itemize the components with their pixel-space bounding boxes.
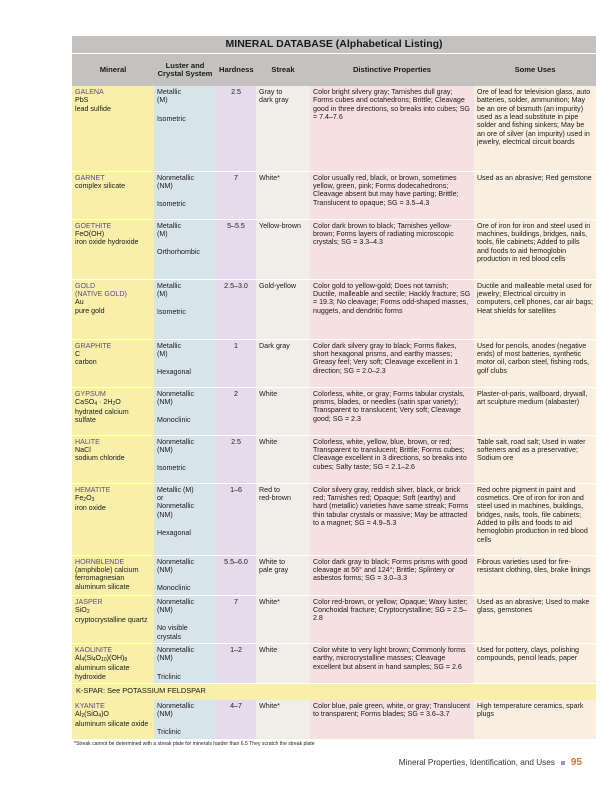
streak-cell: White bbox=[256, 435, 310, 483]
mineral-composition: iron oxide hydroxide bbox=[75, 238, 139, 247]
mineral-cell bbox=[72, 339, 154, 387]
mineral-composition: complex silicate bbox=[75, 181, 126, 190]
col-header-hardness: Hardness bbox=[216, 53, 256, 86]
luster-value: Nonmetallic (NM) bbox=[157, 173, 195, 190]
crystal-system: Orthorhombic bbox=[157, 248, 200, 257]
streak-cell: Red to red-brown bbox=[256, 483, 310, 555]
mineral-cell bbox=[72, 279, 154, 339]
mineral-formula: (amphibole) calcium ferromagnesian aluminum silicate bbox=[75, 565, 139, 591]
uses-cell: Used as an abrasive; Used to make glass, gemstones bbox=[474, 595, 596, 643]
crystal-system: Isometric bbox=[157, 464, 186, 473]
uses-cell: Fibrous varieties used for fire-resistant clothing, tiles, brake linings bbox=[474, 555, 596, 595]
table-row bbox=[72, 86, 596, 171]
mineral-formula: C bbox=[75, 349, 81, 358]
mineral-name: HEMATITE bbox=[75, 485, 111, 494]
luster-value: Nonmetallic (NM) bbox=[157, 557, 195, 574]
footer-bullet-icon bbox=[561, 761, 565, 765]
col-header-properties: Distinctive Properties bbox=[310, 53, 474, 86]
properties-cell: Color dark brown to black; Tarnishes yellow-brown; Forms layers of radiating microscopic crystals; SG = 3.3–4.3 bbox=[310, 219, 474, 279]
streak-cell: White* bbox=[256, 595, 310, 643]
mineral-composition: lead sulfide bbox=[75, 104, 111, 113]
hardness-cell: 1 bbox=[216, 339, 256, 387]
mineral-formula: Au bbox=[75, 298, 84, 307]
uses-cell: Ductile and malleable metal used for jewelry; Electrical circuitry in computers, cell phones, car air bags; Heat shields for satellites bbox=[474, 279, 596, 339]
hardness-cell: 2.5–3.0 bbox=[216, 279, 256, 339]
properties-cell: Colorless, white, yellow, blue, brown, or red; Transparent to translucent; Brittle; Forms cubes; Cleavage excellent in 3 directions, so breaks into cubes; Salty taste; SG = 2.1–2.6 bbox=[310, 435, 474, 483]
properties-cell: Color usually red, black, or brown, sometimes yellow, green, pink; Forms dodecahedrons; Cleavage absent but may have parting; Brittle; Translucent to opaque; SG = 3.5–4.3 bbox=[310, 171, 474, 219]
mineral-cell bbox=[72, 700, 154, 740]
luster-cell bbox=[154, 555, 216, 595]
mineral-composition: iron oxide bbox=[75, 503, 106, 512]
properties-cell: Color dark silvery gray to black; Forms flakes, short hexagonal prisms, and earthy masses; Greasy feel; Very soft; Cleavage excellent in 1 direction; SG = 2.0–2.3 bbox=[310, 339, 474, 387]
mineral-formula: PbS bbox=[75, 96, 89, 105]
streak-cell: White to pale gray bbox=[256, 555, 310, 595]
hardness-cell: 7 bbox=[216, 171, 256, 219]
luster-cell bbox=[154, 595, 216, 643]
luster-cell bbox=[154, 279, 216, 339]
mineral-name: GALENA bbox=[75, 88, 104, 96]
crystal-system: Monoclinic bbox=[157, 416, 191, 425]
crystal-system: Triclinic bbox=[157, 728, 181, 737]
luster-value: Nonmetallic (NM) bbox=[157, 389, 195, 406]
luster-cell bbox=[154, 483, 216, 555]
table-row bbox=[72, 435, 596, 483]
streak-cell: White bbox=[256, 387, 310, 435]
luster-cell bbox=[154, 219, 216, 279]
crystal-system: Hexagonal bbox=[157, 528, 191, 537]
table-title: MINERAL DATABASE (Alphabetical Listing) bbox=[72, 36, 596, 53]
table-row bbox=[72, 700, 596, 740]
mineral-formula: $Fe_2O_3$ bbox=[75, 493, 95, 503]
uses-cell: Red ochre pigment in paint and cosmetics. Ore of iron for iron and steel used in machines, buildings, bridges, nails, tools, file cabinets; Added to pills and foods to aid hemoglobin production in red blood cells bbox=[474, 483, 596, 555]
crystal-system: No visible crystals bbox=[157, 624, 188, 641]
streak-cell: Gold-yellow bbox=[256, 279, 310, 339]
mineral-cell bbox=[72, 86, 154, 171]
mineral-formula: SiO$_2$ bbox=[75, 605, 90, 615]
uses-cell: Used as an abrasive; Red gemstone bbox=[474, 171, 596, 219]
streak-cell: Yellow-brown bbox=[256, 219, 310, 279]
hardness-cell: 5–5.5 bbox=[216, 219, 256, 279]
streak-footnote: *Streak cannot be determined with a streak plate for minerals harder than 6.5 They scratch the streak plate bbox=[74, 741, 315, 747]
page-number: 95 bbox=[570, 757, 582, 768]
luster-value: Nonmetallic (NM) bbox=[157, 646, 195, 663]
uses-cell: Used for pottery, clays, polishing compounds, pencil leads, paper bbox=[474, 644, 596, 684]
table-row bbox=[72, 171, 596, 219]
mineral-name: KAOLINITE bbox=[75, 646, 113, 655]
crystal-system: Isometric bbox=[157, 200, 186, 209]
luster-value: Nonmetallic (NM) bbox=[157, 701, 195, 718]
luster-value: Nonmetallic (NM) bbox=[157, 597, 195, 614]
luster-cell bbox=[154, 435, 216, 483]
streak-cell: White* bbox=[256, 171, 310, 219]
hardness-cell: 2.5 bbox=[216, 435, 256, 483]
mineral-name: HORNBLENDE bbox=[75, 557, 125, 566]
mineral-cell bbox=[72, 387, 154, 435]
crystal-system: Isometric bbox=[157, 308, 186, 317]
col-header-mineral: Mineral bbox=[72, 53, 154, 86]
mineral-formula: $Al_2(SiO_4)O$ bbox=[75, 709, 109, 719]
table-row bbox=[72, 387, 596, 435]
properties-cell: Color red-brown, or yellow; Opaque; Waxy luster; Conchoidal fracture; Cryptocrystalline; SG = 2.5–2.8 bbox=[310, 595, 474, 643]
page-footer bbox=[399, 757, 582, 768]
mineral-composition: pure gold bbox=[75, 306, 105, 315]
crystal-system: Isometric bbox=[157, 114, 186, 123]
mineral-composition: cryptocrystalline quartz bbox=[75, 615, 148, 624]
mineral-cell bbox=[72, 595, 154, 643]
mineral-name: JASPER bbox=[75, 597, 103, 606]
mineral-database-table bbox=[72, 36, 596, 740]
luster-cell bbox=[154, 86, 216, 171]
mineral-composition: aluminum silicate oxide bbox=[75, 719, 149, 728]
col-header-streak: Streak bbox=[256, 53, 310, 86]
luster-cell bbox=[154, 387, 216, 435]
mineral-cell bbox=[72, 483, 154, 555]
properties-cell: Color gold to yellow-gold; Does not tarnish; Ductile, malleable and sectile; Hackly fracture; SG = 19.3; No cleavage; Forms odd-shaped masses, nuggets, and dendritic forms bbox=[310, 279, 474, 339]
hardness-cell: 2.5 bbox=[216, 86, 256, 171]
mineral-name: GOLD (NATIVE GOLD) bbox=[75, 281, 127, 298]
hardness-cell: 1–6 bbox=[216, 483, 256, 555]
mineral-name: GARNET bbox=[75, 173, 105, 182]
mineral-name: HALITE bbox=[75, 437, 100, 446]
mineral-composition: hydrated calcium sulfate bbox=[75, 407, 129, 425]
mineral-cell bbox=[72, 171, 154, 219]
crystal-system: Triclinic bbox=[157, 672, 181, 681]
uses-cell: High temperature ceramics, spark plugs bbox=[474, 700, 596, 740]
hardness-cell: 7 bbox=[216, 595, 256, 643]
mineral-cell bbox=[72, 435, 154, 483]
properties-cell: Color dark gray to black; Forms prisms with good cleavage at 56° and 124°; Brittle; Splintery or asbestos forms; SG = 3.0–3.3 bbox=[310, 555, 474, 595]
properties-cell: Color blue, pale green, white, or gray; Translucent to transparent; Forms blades; SG = 3.6–3.7 bbox=[310, 700, 474, 740]
luster-cell bbox=[154, 339, 216, 387]
col-header-uses: Some Uses bbox=[474, 53, 596, 86]
table-row bbox=[72, 483, 596, 555]
crystal-system: Hexagonal bbox=[157, 368, 191, 377]
mineral-name: GOETHITE bbox=[75, 221, 112, 230]
uses-cell: Used for pencils, anodes (negative ends) of most batteries, synthetic motor oil, carbon steel, fishing rods, golf clubs bbox=[474, 339, 596, 387]
table-row bbox=[72, 279, 596, 339]
hardness-cell: 1–2 bbox=[216, 644, 256, 684]
uses-cell: Table salt, road salt; Used in water softeners and as a preservative; Sodium ore bbox=[474, 435, 596, 483]
properties-cell: Colorless, white, or gray; Forms tabular crystals, prisms, blades, or needles (satin spar variety); Transparent to translucent; Very soft; Cleavage good; SG = 2.3 bbox=[310, 387, 474, 435]
uses-cell: Ore of iron for iron and steel used in machines, buildings, bridges, nails, tools, file cabinets; Added to pills and foods to aid hemoglobin production in red blood cells bbox=[474, 219, 596, 279]
mineral-formula: FeO(OH) bbox=[75, 229, 105, 238]
streak-cell: Dark gray bbox=[256, 339, 310, 387]
streak-cell: Gray to dark gray bbox=[256, 86, 310, 171]
mineral-composition: aluminum silicate hydroxide bbox=[75, 664, 130, 681]
table-row bbox=[72, 339, 596, 387]
mineral-formula: CaSO$_4$ · $2H_2O$ bbox=[75, 397, 121, 407]
table-row bbox=[72, 555, 596, 595]
table-row bbox=[72, 595, 596, 643]
properties-cell: Color bright silvery gray; Tarnishes dull gray; Forms cubes and octahedrons; Brittle; Cleavage good in three directions, so breaks into cubes; SG = 7.4–7.6 bbox=[310, 86, 474, 171]
luster-value: Metallic (M) bbox=[157, 88, 182, 105]
luster-cell bbox=[154, 644, 216, 684]
footer-section-title: Mineral Properties, Identification, and Uses bbox=[398, 758, 555, 767]
luster-value: Nonmetallic (NM) bbox=[157, 437, 195, 454]
table-row bbox=[72, 644, 596, 684]
hardness-cell: 2 bbox=[216, 387, 256, 435]
mineral-cell bbox=[72, 219, 154, 279]
streak-cell: White* bbox=[256, 700, 310, 740]
uses-cell: Ore of lead for television glass, auto batteries, solder, ammunition; May be an ore of bismuth (an impurity) used as a lead substitute in pipe solder and fishing sinkers; May be an ore of silver (an impurity) used in jewelry, electrical circuit boards bbox=[474, 86, 596, 171]
luster-value: Metallic (M) bbox=[157, 221, 182, 238]
luster-value: Metallic (M) bbox=[157, 281, 182, 298]
uses-cell: Plaster-of-paris, wallboard, drywall, art sculpture medium (alabaster) bbox=[474, 387, 596, 435]
mineral-formula: $Al_4(Si_4O_{10})(OH)_8$ bbox=[75, 654, 128, 664]
luster-cell bbox=[154, 171, 216, 219]
kspar-note: K-SPAR: See POTASSIUM FELDSPAR bbox=[72, 684, 596, 700]
mineral-name: GYPSUM bbox=[75, 389, 106, 398]
mineral-name: KYANITE bbox=[75, 701, 105, 710]
luster-cell bbox=[154, 700, 216, 740]
mineral-cell bbox=[72, 644, 154, 684]
luster-value: Metallic (M) or Nonmetallic (NM) bbox=[157, 485, 195, 519]
mineral-formula: NaCl bbox=[75, 445, 91, 454]
kspar-note-row bbox=[72, 684, 596, 700]
hardness-cell: 4–7 bbox=[216, 700, 256, 740]
luster-value: Metallic (M) bbox=[157, 341, 182, 358]
hardness-cell: 5.5–6.0 bbox=[216, 555, 256, 595]
properties-cell: Color white to very light brown; Commonly forms earthy, microcrystalline masses; Cleavage excellent but absent in hand samples; SG = 2.6 bbox=[310, 644, 474, 684]
crystal-system: Monoclinic bbox=[157, 584, 191, 593]
mineral-cell bbox=[72, 555, 154, 595]
mineral-composition: sodium chloride bbox=[75, 454, 125, 463]
mineral-composition: carbon bbox=[75, 358, 97, 367]
col-header-luster: Luster and Crystal System bbox=[154, 53, 216, 86]
properties-cell: Color silvery gray, reddish silver, black, or brick red; Tarnishes red; Opaque; Soft (earthy) and hard (metallic) varieties have same streak; Forms thin tabular crystals or massive; May be attracted to a magnet; SG = 4.9–5.3 bbox=[310, 483, 474, 555]
mineral-name: GRAPHITE bbox=[75, 341, 112, 350]
streak-cell: White bbox=[256, 644, 310, 684]
table-row bbox=[72, 219, 596, 279]
